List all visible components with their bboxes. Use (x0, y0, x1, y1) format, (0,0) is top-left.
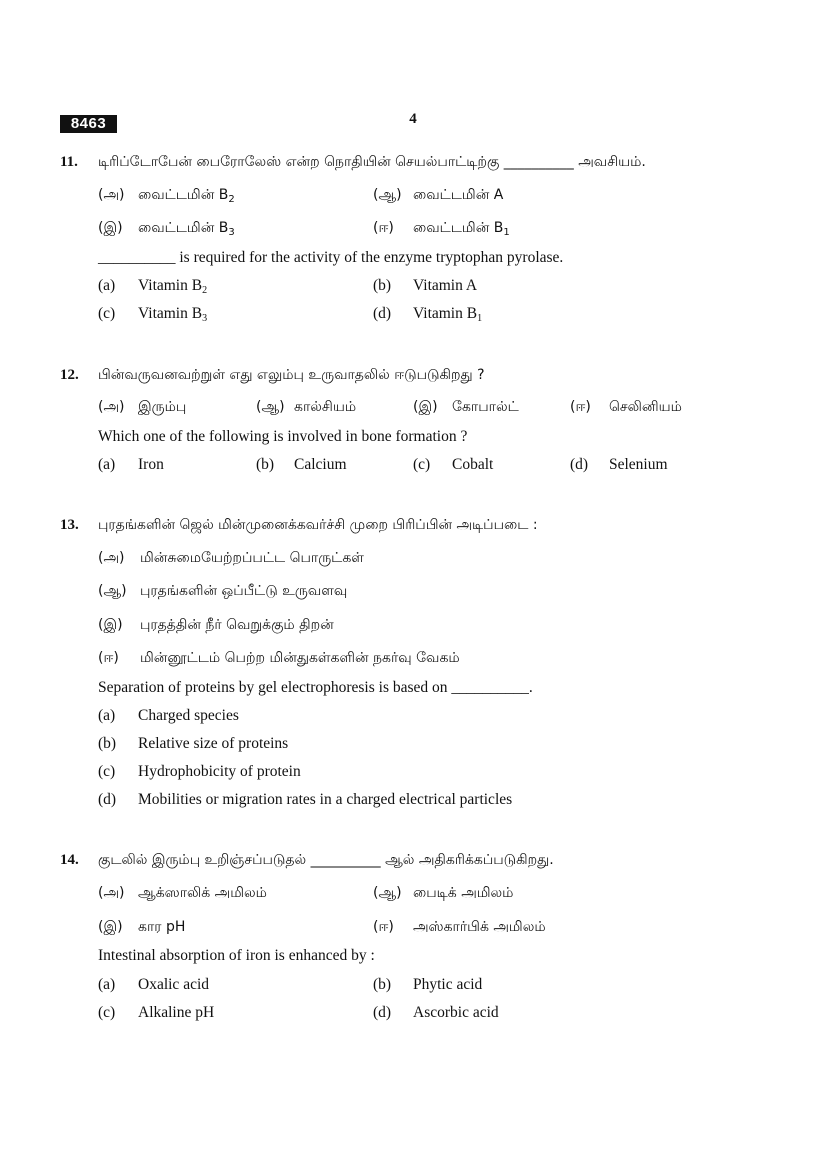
question-number: 11. (60, 154, 78, 170)
english-question-text: Which one of the following is involved in bone formation ? (98, 428, 468, 445)
english-question-text: __________ is required for the activity of the enzyme tryptophan pyrolase. (98, 249, 564, 266)
option-label: (இ) (98, 617, 123, 633)
option-text: பைடிக் அமிலம் (413, 885, 514, 901)
english-question-text: Intestinal absorption of iron is enhanced by : (98, 947, 375, 964)
option-label: (இ) (413, 399, 438, 415)
option-text: Vitamin $B_2$ (138, 277, 208, 296)
option-text: புரதத்தின் நீர் வெறுக்கும் திறன் (140, 617, 334, 633)
option-text: Hydrophobicity of protein (138, 763, 301, 780)
option-label: (ஈ) (373, 220, 394, 236)
option-label: (a) (98, 707, 116, 724)
option-label: (ஆ) (256, 399, 285, 415)
option-text: ஆக்ஸாலிக் அமிலம் (138, 885, 267, 901)
option-text: Calcium (294, 456, 347, 473)
tamil-question-text: டிரிப்டோபேன் பைரோலேஸ் என்ற நொதியின் செயல்பாட்டிற்கு __________ அவசியம். (98, 154, 646, 170)
option-text: வைட்டமின் $B_2$ (138, 187, 235, 205)
option-text: வைட்டமின் $B_3$ (138, 220, 235, 238)
option-label: (அ) (98, 550, 125, 566)
option-label: (b) (98, 735, 117, 752)
option-label: (a) (98, 277, 116, 294)
option-text: மின்சுமையேற்றப்பட்ட பொருட்கள் (140, 550, 364, 566)
option-text: வைட்டமின் $B_1$ (413, 220, 510, 238)
option-text: Charged species (138, 707, 239, 724)
option-text: Mobilities or migration rates in a charged electrical particles (138, 791, 513, 808)
option-label: (d) (373, 1004, 392, 1021)
option-label: (b) (256, 456, 275, 473)
option-label: (ஆ) (373, 885, 402, 901)
option-text: Vitamin $B_3$ (138, 305, 208, 324)
option-label: (c) (98, 763, 116, 780)
option-text: Vitamin $B_1$ (413, 305, 483, 324)
tamil-question-text: புரதங்களின் ஜெல் மின்முனைக்கவர்ச்சி முறை பிரிப்பின் அடிப்படை : (98, 517, 538, 533)
option-label: (ஈ) (98, 650, 119, 666)
option-label: (b) (373, 976, 392, 993)
option-text: மின்னூட்டம் பெற்ற மின்துகள்களின் நகர்வு வேகம் (140, 650, 460, 666)
option-label: (ஆ) (373, 187, 402, 203)
tamil-question-text: குடலில் இரும்பு உறிஞ்சப்படுதல் __________ ஆல் அதிகரிக்கப்படுகிறது. (98, 852, 554, 868)
option-label: (d) (98, 791, 117, 808)
option-label: (b) (373, 277, 392, 294)
option-text: Vitamin A (413, 277, 478, 294)
option-text: Selenium (609, 456, 668, 473)
option-label: (d) (373, 305, 392, 322)
option-label: (a) (98, 456, 116, 473)
option-label: (அ) (98, 885, 125, 901)
question-number: 12. (60, 367, 79, 383)
option-text: கார pH (138, 919, 186, 935)
option-text: வைட்டமின் A (413, 187, 504, 203)
option-text: கோபால்ட் (452, 399, 519, 415)
option-text: கால்சியம் (294, 399, 357, 415)
option-text: Relative size of proteins (138, 735, 289, 752)
page-number: 4 (409, 111, 417, 127)
option-label: (இ) (98, 919, 123, 935)
option-text: அஸ்கார்பிக் அமிலம் (413, 919, 546, 935)
option-text: இரும்பு (138, 399, 187, 415)
option-text: Cobalt (452, 456, 494, 473)
question-number: 14. (60, 852, 79, 868)
option-label: (இ) (98, 220, 123, 236)
option-label: (ஈ) (373, 919, 394, 935)
option-label: (c) (413, 456, 431, 473)
option-label: (c) (98, 1004, 116, 1021)
option-label: (ஆ) (98, 583, 127, 599)
question-number: 13. (60, 517, 79, 533)
option-text: Iron (138, 456, 164, 473)
option-text: Ascorbic acid (413, 1004, 499, 1021)
option-text: புரதங்களின் ஒப்பீட்டு உருவளவு (140, 583, 348, 599)
tamil-question-text: பின்வருவனவற்றுள் எது எலும்பு உருவாதலில் ஈடுபடுகிறது ? (98, 367, 485, 383)
option-text: செலினியம் (609, 399, 682, 415)
option-label: (அ) (98, 399, 125, 415)
option-label: (அ) (98, 187, 125, 203)
option-text: Phytic acid (413, 976, 483, 993)
option-text: Alkaline pH (138, 1004, 215, 1021)
option-label: (a) (98, 976, 116, 993)
option-label: (d) (570, 456, 589, 473)
option-text: Oxalic acid (138, 976, 210, 993)
option-label: (ஈ) (570, 399, 591, 415)
option-label: (c) (98, 305, 116, 322)
paper-code-badge: 8463 (60, 115, 117, 133)
english-question-text: Separation of proteins by gel electrophoresis is based on __________. (98, 679, 533, 696)
